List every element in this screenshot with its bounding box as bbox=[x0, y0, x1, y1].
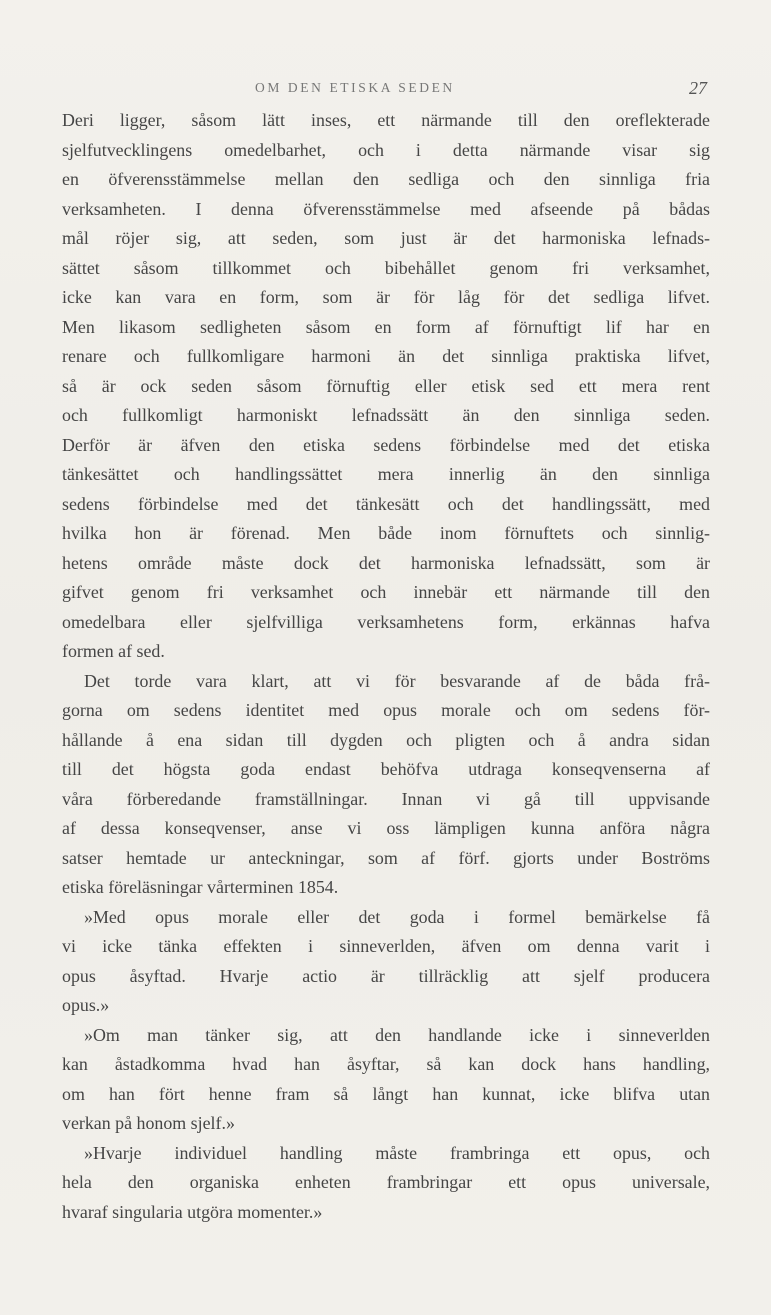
text-line: gorna om sedens identitet med opus morale och om sedens för- bbox=[62, 700, 710, 720]
text-line: hållande å ena sidan till dygden och pligten och å andra sidan bbox=[62, 729, 710, 750]
running-title: OM DEN ETISKA SEDEN bbox=[255, 80, 455, 95]
text-line: hvilka hon är förenad. Men både inom förnuftets och sinnlig- bbox=[62, 523, 710, 543]
quote-start-line: »Om man tänker sig, att den handlande icke i sinneverlden bbox=[84, 1024, 710, 1045]
quote-start-line: »Med opus morale eller det goda i formel bemärkelse få bbox=[84, 906, 710, 927]
text-line: af dessa konseqvenser, anse vi oss lämpligen kunna anföra några bbox=[62, 818, 710, 838]
quote-end-line: opus.» bbox=[62, 995, 110, 1015]
quote-line: om han fört henne fram så långt han kunnat, icke blifva utan bbox=[62, 1083, 710, 1104]
quote-start-line: »Hvarje individuel handling måste frambringa ett opus, och bbox=[84, 1142, 710, 1163]
text-line: icke kan vara en form, som är för låg för det sedliga lifvet. bbox=[62, 287, 710, 307]
text-line: våra förberedande framställningar. Innan vi gå till uppvisande bbox=[62, 788, 710, 809]
paragraph-end-line: formen af sed. bbox=[62, 641, 165, 661]
quote-line: hela den organiska enheten frambringar ett opus universale, bbox=[62, 1172, 710, 1192]
paragraph-end-line: etiska föreläsningar vårterminen 1854. bbox=[62, 877, 339, 897]
text-line: gifvet genom fri verksamhet och innebär ett närmande till den bbox=[62, 582, 710, 602]
quote-line: vi icke tänka effekten i sinneverlden, äfven om denna varit i bbox=[62, 936, 710, 956]
quote-end-line: hvaraf singularia utgöra momenter.» bbox=[62, 1201, 323, 1222]
text-line: mål röjer sig, att seden, som just är det harmoniska lefnads- bbox=[62, 228, 710, 248]
text-line: satser hemtade ur anteckningar, som af förf. gjorts under Boströms bbox=[62, 847, 710, 868]
paragraph-start-line: Det torde vara klart, att vi för besvarande af de båda frå- bbox=[84, 670, 710, 691]
text-line: tänkesättet och handlingssättet mera innerlig än den sinnliga bbox=[62, 464, 710, 484]
quote-end-line: verkan på honom sjelf.» bbox=[62, 1113, 235, 1133]
text-line: renare och fullkomligare harmoni än det sinnliga praktiska lifvet, bbox=[62, 346, 710, 366]
text-line: så är ock seden såsom förnuftig eller etisk sed ett mera rent bbox=[62, 375, 710, 396]
quote-line: opus åsyftad. Hvarje actio är tillräcklig att sjelf producera bbox=[62, 965, 710, 986]
text-line: en öfverensstämmelse mellan den sedliga och den sinnliga fria bbox=[62, 169, 710, 189]
text-line: omedelbara eller sjelfvilliga verksamhetens form, erkännas hafva bbox=[62, 611, 710, 632]
text-line: verksamheten. I denna öfverensstämmelse med afseende på bådas bbox=[62, 198, 710, 219]
running-head bbox=[0, 78, 771, 102]
text-line: sättet såsom tillkommet och bibehållet genom fri verksamhet, bbox=[62, 257, 710, 278]
text-line: sjelfutvecklingens omedelbarhet, och i detta närmande visar sig bbox=[62, 139, 710, 160]
quote-line: kan åstadkomma hvad han åsyftar, så kan dock hans handling, bbox=[62, 1054, 710, 1074]
text-line: hetens område måste dock det harmoniska lefnadssätt, som är bbox=[62, 552, 710, 573]
text-line: Deri ligger, såsom lätt inses, ett närmande till den oreflekterade bbox=[62, 110, 710, 130]
page-number: 27 bbox=[689, 78, 707, 98]
text-line: och fullkomligt harmoniskt lefnadssätt än den sinnliga seden. bbox=[62, 405, 710, 425]
body-text bbox=[62, 106, 710, 1227]
text-line: Men likasom sedligheten såsom en form af förnuftigt lif har en bbox=[62, 316, 710, 337]
text-line: Derför är äfven den etiska sedens förbindelse med det etiska bbox=[62, 434, 710, 455]
text-line: till det högsta goda endast behöfva utdraga konseqvenserna af bbox=[62, 759, 710, 779]
text-line: sedens förbindelse med det tänkesätt och det handlingssätt, med bbox=[62, 493, 710, 514]
